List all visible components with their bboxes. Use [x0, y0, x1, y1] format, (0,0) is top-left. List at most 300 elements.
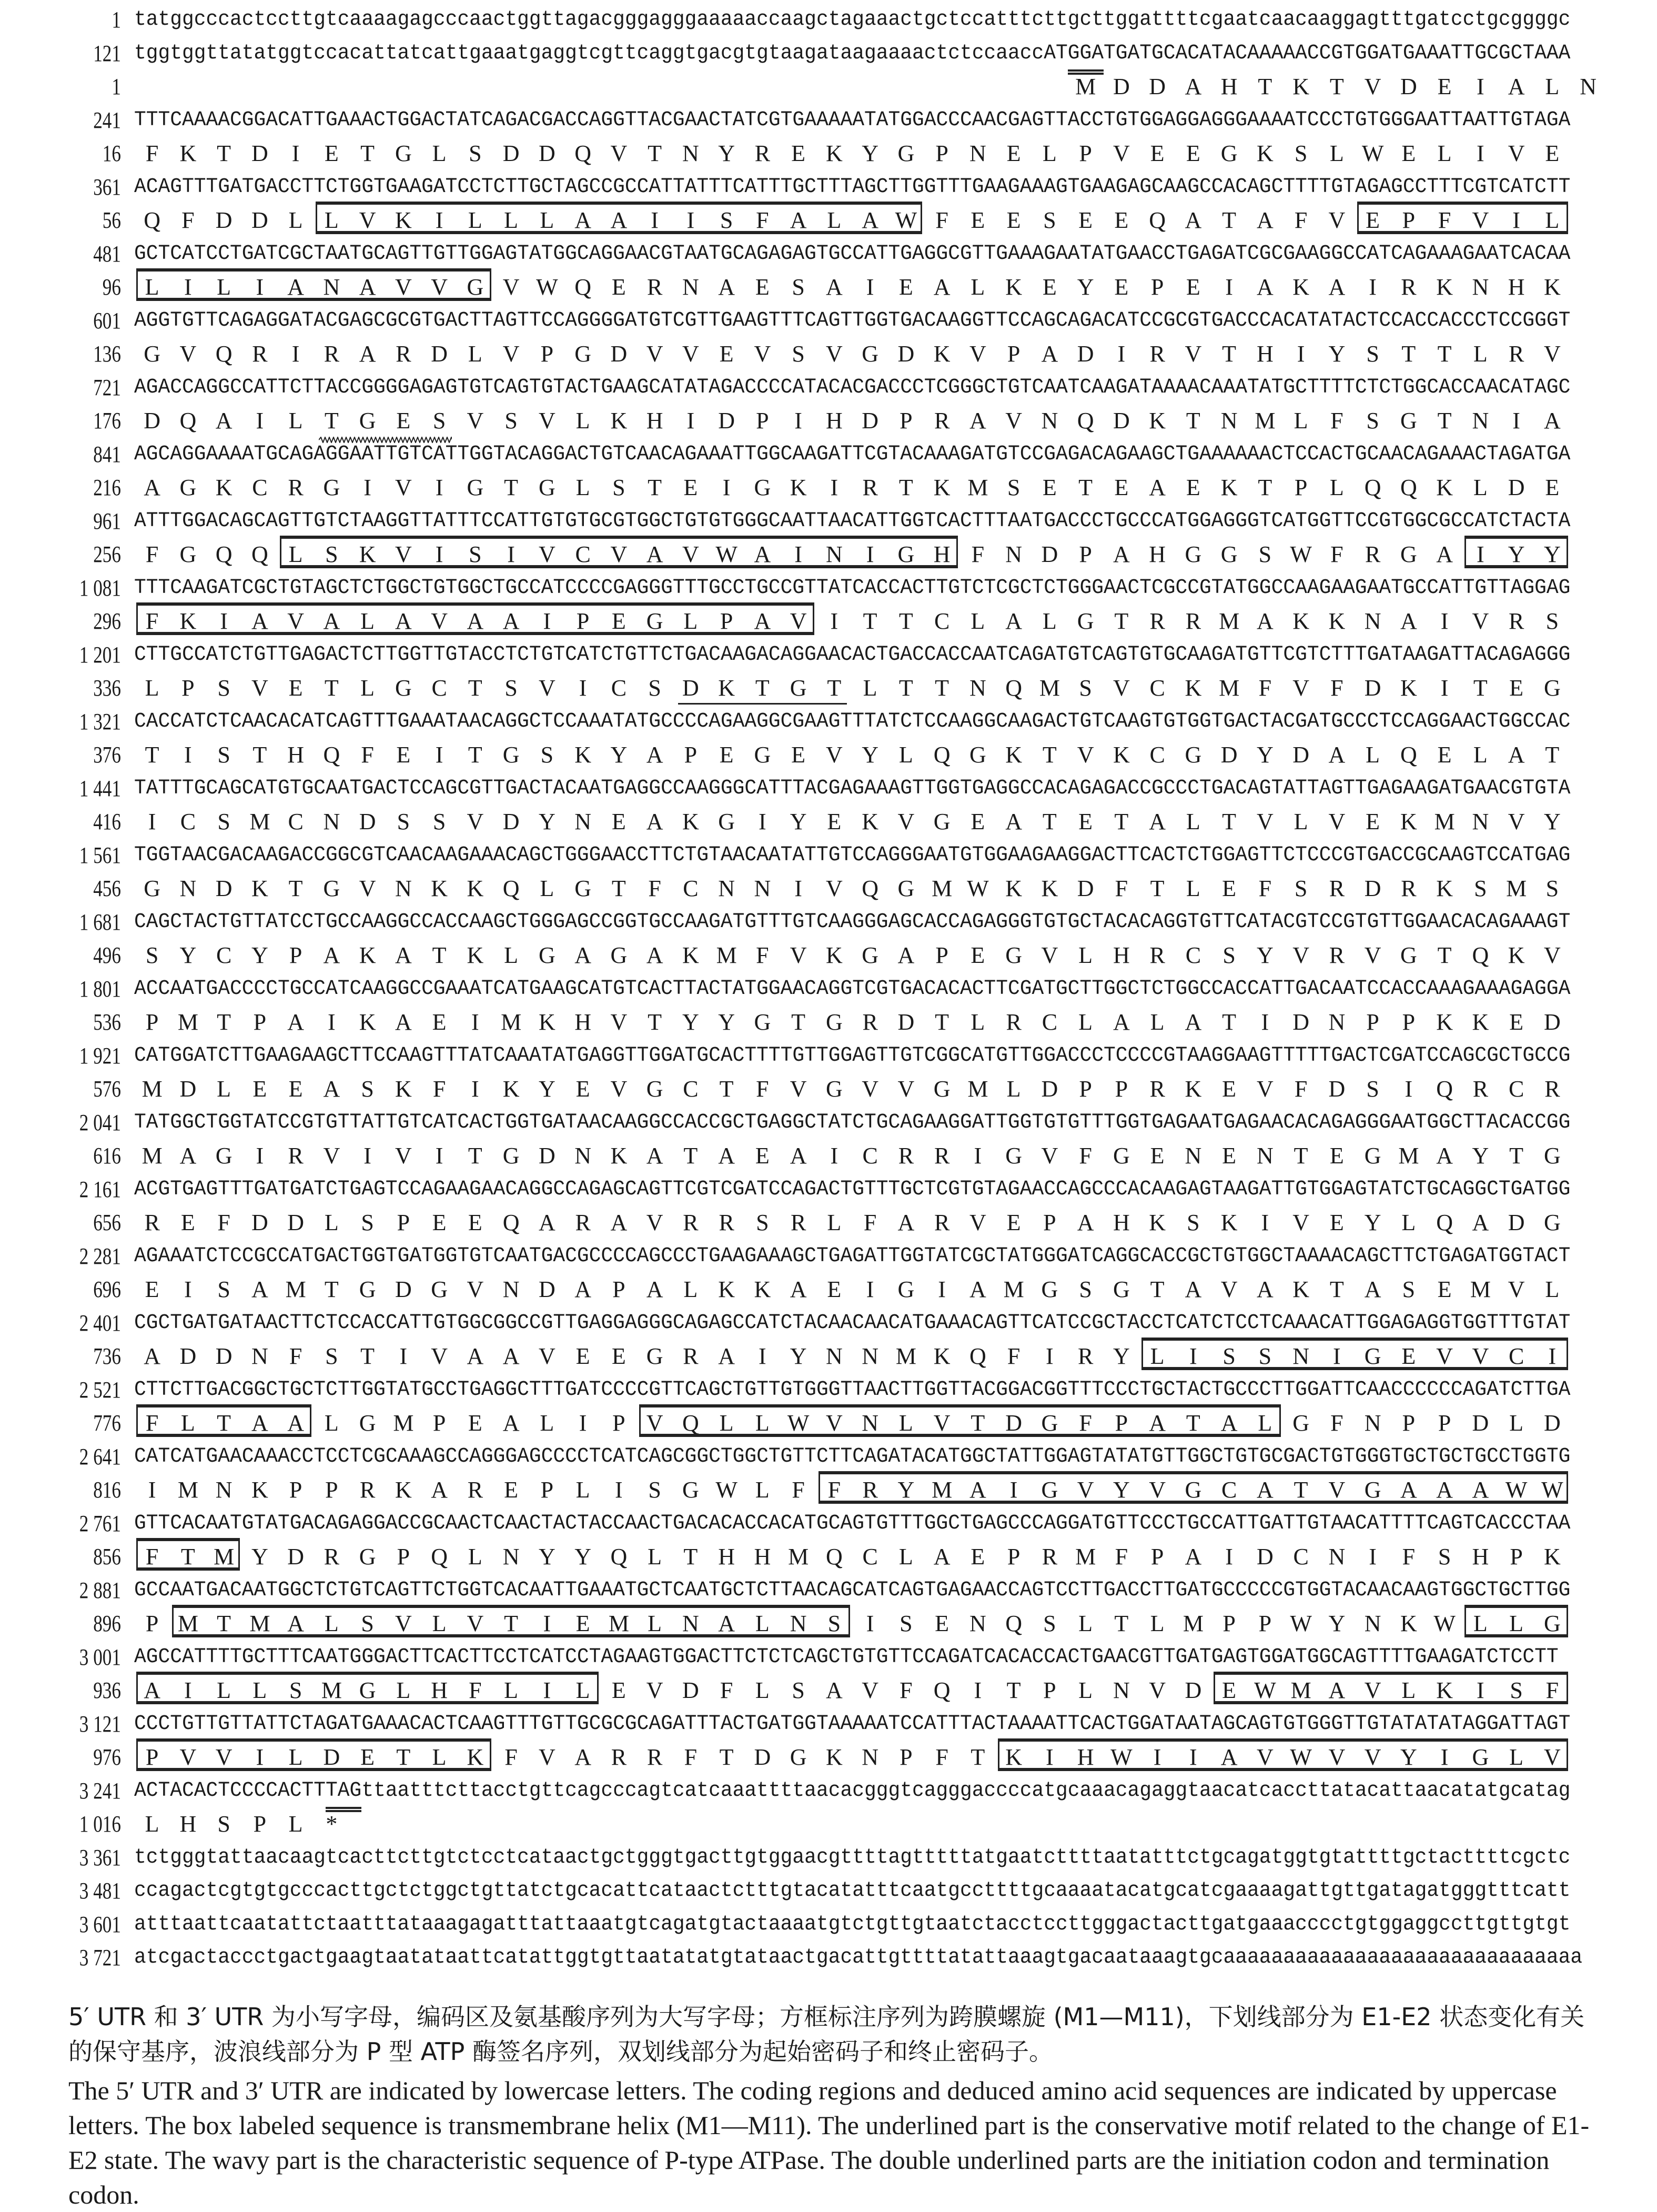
amino-acid: T	[935, 675, 949, 701]
amino-acid: S	[1366, 408, 1379, 434]
amino-acid: F	[684, 1744, 698, 1770]
amino-acid: L	[288, 541, 303, 567]
nucleotide-sequence: GCTCATCCTGATCGCTAATGCAGTTGTTGGAGTATGGCAGGAACGTAATGCAGAGAGTGCCATTGAGGCGTTGAAAGAATATGAACCTGAGATCGCGAAGGCCATCAGAAAGAATCACAA	[134, 242, 1571, 266]
amino-acid: Y	[538, 1076, 555, 1102]
amino-acid: E	[1545, 140, 1560, 166]
amino-acid: E	[1222, 876, 1237, 901]
amino-acid: V	[179, 1744, 197, 1770]
amino-acid: R	[1149, 608, 1165, 634]
amino-acid: P	[1222, 1611, 1236, 1636]
amino-acid: A	[502, 1410, 520, 1436]
amino-acid: N	[790, 1611, 807, 1636]
amino-acid: K	[395, 1076, 412, 1102]
amino-acid: Q	[969, 1343, 986, 1369]
amino-acid: S	[361, 1611, 374, 1636]
amino-acid: S	[792, 341, 805, 367]
amino-acid: A	[610, 207, 628, 233]
amino-acid: M	[932, 1477, 953, 1503]
amino-acid: S	[217, 1811, 230, 1837]
amino-acid: S	[612, 475, 625, 500]
amino-acid: I	[974, 1143, 982, 1169]
amino-acid: K	[1436, 1009, 1453, 1035]
amino-acid: I	[543, 1677, 551, 1703]
nucleotide-sequence: CTTCTTGACGGCTGCTCTTGGTATGCCTGAGGCTTTGATCCCCGTTCAGCTGTTGTGGGTTAACTTGGTTACGGACGGTTTCCCTGCTACTGCCCTTGGATTCAACCCCCCAGATCTTGA	[134, 1378, 1571, 1402]
amino-acid: V	[897, 1076, 915, 1102]
amino-acid: F	[900, 1677, 913, 1703]
amino-acid: G	[1041, 1410, 1058, 1436]
amino-acid: E	[1437, 74, 1452, 99]
amino-acid: L	[755, 1410, 770, 1436]
caption-english: The 5′ UTR and 3′ UTR are indicated by lowercase letters. The coding regions and deduced amino acid sequences are indicated by uppercase letters. The box labeled sequence is transmembrane helix (M1—M11). The underlined part is the conservative motif related to the change of E1-E2 state. The wavy part is the characteristic sequence of P-type ATPase. The double underlined parts are the initiation codon and termination codon.	[68, 2076, 1590, 2209]
position-number: 96	[102, 274, 121, 300]
amino-acid: P	[1510, 1544, 1523, 1570]
amino-acid: A	[1185, 207, 1202, 233]
amino-acid: R	[1401, 274, 1417, 300]
position-number: 1 016	[79, 1811, 121, 1837]
position-number: 616	[93, 1143, 121, 1169]
amino-acid: N	[502, 1276, 520, 1302]
amino-acid: L	[1545, 207, 1560, 233]
amino-acid-row	[0, 1274, 1657, 1305]
amino-acid: K	[825, 140, 843, 166]
amino-acid: N	[323, 809, 340, 834]
amino-acid: E	[1366, 809, 1380, 834]
amino-acid: F	[1007, 1343, 1021, 1369]
amino-acid: V	[287, 608, 305, 634]
amino-acid: S	[289, 1677, 302, 1703]
amino-acid-sequence	[134, 606, 1570, 637]
amino-acid: I	[1440, 675, 1449, 701]
nucleotide-sequence: CATCATGAACAAACCTCCTCGCAAAGCCAGGGAGCCCCTCATCAGCGGCTGGCTGTTCTTCAGATACATGGCTATTGGAGTATATGTTGGCTGTGCGACTGTGGGTGCTGCTGCCTGGTG	[134, 1444, 1571, 1469]
amino-acid: Q	[1436, 1210, 1453, 1235]
amino-acid: D	[682, 675, 699, 701]
amino-acid: G	[359, 408, 376, 434]
amino-acid: I	[1440, 1744, 1449, 1770]
amino-acid: K	[251, 1477, 268, 1503]
amino-acid: L	[288, 1744, 303, 1770]
nucleotide-row	[0, 773, 1657, 805]
amino-acid-sequence	[134, 1675, 1570, 1706]
amino-acid: I	[148, 809, 156, 834]
amino-acid: Q	[144, 207, 161, 233]
amino-acid: L	[755, 1477, 770, 1503]
amino-acid: I	[1046, 1744, 1054, 1770]
amino-acid: M	[1003, 1276, 1024, 1302]
amino-acid: S	[361, 1076, 374, 1102]
amino-acid: E	[1006, 207, 1021, 233]
amino-acid: D	[538, 1143, 555, 1169]
amino-acid: I	[543, 608, 551, 634]
amino-acid: C	[575, 541, 591, 567]
amino-acid: P	[145, 1009, 159, 1035]
amino-acid: G	[610, 942, 628, 968]
amino-acid: N	[1220, 408, 1238, 434]
amino-acid: M	[321, 1677, 342, 1703]
amino-acid: M	[249, 809, 270, 834]
amino-acid: M	[1039, 675, 1060, 701]
amino-acid: C	[862, 1544, 878, 1570]
amino-acid: K	[467, 942, 484, 968]
caption-chinese: 5′ UTR 和 3′ UTR 为小写字母，编码区及氨基酸序列为大写字母；方框标注序列为跨膜螺旋 (M1—M11)，下划线部分为 E1-E2 状态变化有关的保守基序，波浪线部分为 P 型 ATP 酶签名序列，双划线部分为起始密码子和终止密码子。	[68, 2003, 1585, 2066]
amino-acid: Y	[1543, 809, 1561, 834]
nucleotide-sequence: TATGGCTGGTATCCGTGTTATTGTCATCACTGGTGATAACAAGGCCACCGCTGAGGCTATCTGCAGAAGGATTGGTGTGTTTGGTGAGAATGAGAACACAGAGGGAATGGCTTACACCGG	[134, 1110, 1571, 1134]
amino-acid: P	[540, 1477, 554, 1503]
amino-acid: N	[1328, 1009, 1346, 1035]
amino-acid: D	[1113, 74, 1130, 99]
amino-acid: I	[291, 140, 300, 166]
amino-acid: V	[1220, 1276, 1238, 1302]
amino-acid: G	[1543, 675, 1561, 701]
amino-acid: I	[579, 675, 587, 701]
amino-acid: P	[1115, 1410, 1128, 1436]
amino-acid: Y	[790, 809, 807, 834]
amino-acid: E	[1222, 1076, 1237, 1102]
amino-acid: R	[1149, 1076, 1165, 1102]
amino-acid: R	[862, 475, 878, 500]
amino-acid: T	[683, 1544, 698, 1570]
amino-acid: A	[215, 408, 233, 434]
amino-acid: N	[1364, 608, 1381, 634]
nucleotide-sequence: TTTCAAGATCGCTGTAGCTCTGGCTGTGGCTGCCATCCCCGAGGGTTTGCCTGCCGTTATCACCACTTGTCTCGCTCTGGGAACTCGCCGTATGGCCAAGAAGAATGCCATTGTTAGGAG	[134, 576, 1571, 600]
amino-acid: T	[324, 675, 339, 701]
amino-acid: T	[504, 1611, 519, 1636]
amino-acid: A	[1005, 608, 1023, 634]
amino-acid: G	[1220, 140, 1238, 166]
amino-acid: F	[756, 1076, 769, 1102]
amino-acid: S	[504, 675, 518, 701]
amino-acid: M	[501, 1009, 522, 1035]
amino-acid: V	[395, 1611, 412, 1636]
amino-acid: F	[971, 541, 985, 567]
amino-acid: S	[1438, 1544, 1451, 1570]
amino-acid: R	[1149, 942, 1165, 968]
amino-acid: L	[1078, 1677, 1093, 1703]
amino-acid: K	[1543, 274, 1561, 300]
amino-acid: R	[324, 341, 340, 367]
amino-acid: G	[359, 1276, 376, 1302]
amino-acid: N	[323, 274, 340, 300]
amino-acid: A	[1472, 1477, 1489, 1503]
amino-acid-sequence	[134, 272, 1570, 303]
amino-acid: G	[1472, 1744, 1489, 1770]
amino-acid: Q	[933, 742, 951, 768]
amino-acid: L	[575, 1477, 590, 1503]
amino-acid: P	[1402, 207, 1416, 233]
amino-acid: A	[718, 274, 735, 300]
amino-acid: C	[1508, 1076, 1524, 1102]
amino-acid: G	[897, 1276, 915, 1302]
amino-acid: S	[325, 1343, 338, 1369]
amino-acid-row	[0, 1608, 1657, 1640]
amino-acid: V	[323, 1143, 340, 1169]
amino-acid: A	[287, 274, 305, 300]
amino-acid: E	[1114, 475, 1129, 500]
position-number: 496	[93, 942, 121, 968]
position-number: 1 441	[79, 775, 121, 801]
amino-acid: N	[718, 876, 735, 901]
amino-acid: K	[1292, 608, 1310, 634]
amino-acid: T	[719, 1076, 734, 1102]
amino-acid: G	[502, 742, 520, 768]
amino-acid: D	[251, 140, 268, 166]
amino-acid: N	[862, 1343, 879, 1369]
amino-acid: T	[217, 140, 231, 166]
amino-acid: P	[612, 1410, 625, 1436]
amino-acid: V	[1472, 207, 1489, 233]
amino-acid: L	[360, 675, 375, 701]
nucleotide-sequence: CATGGATCTTGAAGAAGCTTCCAAGTTTATCAAATATGAGGTTGGATGCACTTTTGTTGGAGTTGTCGGCATGTTGGACCCTCCCCGTAAGGAAGTTTTTGACTCGATCCAGCGCTGCCG	[134, 1043, 1571, 1068]
amino-acid: S	[1402, 1276, 1416, 1302]
amino-acid: M	[932, 876, 953, 901]
amino-acid: L	[288, 1811, 303, 1837]
position-number: 456	[93, 876, 121, 901]
amino-acid: G	[1543, 1210, 1561, 1235]
amino-acid: R	[898, 1143, 914, 1169]
amino-acid-sequence	[134, 205, 1570, 236]
position-number: 3 001	[79, 1644, 121, 1670]
position-number: 976	[93, 1744, 121, 1770]
amino-acid: N	[682, 274, 699, 300]
amino-acid: D	[1508, 475, 1525, 500]
position-number: 841	[93, 441, 121, 467]
amino-acid: V	[431, 274, 448, 300]
nucleotide-row	[0, 1909, 1657, 1940]
amino-acid: V	[646, 1210, 663, 1235]
amino-acid: I	[256, 1744, 264, 1770]
amino-acid: T	[432, 942, 447, 968]
amino-acid-sequence	[134, 1207, 1570, 1239]
amino-acid: A	[862, 207, 879, 233]
amino-acid: E	[1078, 207, 1093, 233]
amino-acid: Y	[574, 1544, 592, 1570]
amino-acid: Q	[825, 1544, 843, 1570]
amino-acid: C	[1185, 942, 1201, 968]
amino-acid: E	[1366, 207, 1380, 233]
position-number: 2 281	[79, 1243, 121, 1269]
amino-acid: V	[1436, 1343, 1453, 1369]
amino-acid: T	[1437, 408, 1452, 434]
amino-acid: S	[1366, 1076, 1379, 1102]
amino-acid: M	[177, 1611, 198, 1636]
amino-acid-sequence	[134, 1007, 1570, 1038]
amino-acid: T	[863, 608, 877, 634]
amino-acid: T	[1509, 1143, 1524, 1169]
amino-acid: E	[719, 341, 734, 367]
amino-acid: I	[435, 541, 443, 567]
transmembrane-helix-box	[136, 268, 491, 301]
amino-acid: V	[467, 809, 484, 834]
amino-acid: G	[323, 876, 340, 901]
amino-acid: K	[933, 1343, 951, 1369]
amino-acid: G	[1185, 742, 1202, 768]
amino-acid: V	[395, 541, 412, 567]
amino-acid: K	[1400, 809, 1417, 834]
amino-acid: Y	[251, 1544, 268, 1570]
amino-acid: G	[1543, 1611, 1561, 1636]
amino-acid: L	[540, 207, 554, 233]
amino-acid: G	[897, 876, 915, 901]
amino-acid: L	[1509, 1611, 1524, 1636]
amino-acid-sequence	[134, 539, 1570, 570]
amino-acid: E	[1006, 1210, 1021, 1235]
amino-acid: V	[431, 1343, 448, 1369]
amino-acid: V	[790, 1076, 807, 1102]
amino-acid: D	[179, 1343, 197, 1369]
amino-acid: H	[933, 541, 951, 567]
amino-acid-row	[0, 1341, 1657, 1372]
amino-acid: G	[790, 1744, 807, 1770]
amino-acid-sequence	[134, 1541, 1570, 1573]
amino-acid: S	[217, 675, 230, 701]
amino-acid: L	[1545, 1276, 1560, 1302]
amino-acid: K	[395, 1477, 412, 1503]
amino-acid: C	[216, 942, 232, 968]
nucleotide-row	[0, 238, 1657, 270]
amino-acid: I	[1225, 274, 1233, 300]
amino-acid: E	[971, 809, 985, 834]
amino-acid: V	[502, 341, 520, 367]
nucleotide-sequence: ACTACACTCCCCACTTTAGttaatttcttacctgttcagcccagtcatcaaattttaacacgggtcagggaccccatgcaaacagaggtaacatcaccttatacattaacatatgcatag	[134, 1778, 1571, 1803]
amino-acid: M	[249, 1611, 270, 1636]
amino-acid-sequence	[134, 1742, 1570, 1773]
amino-acid: N	[1580, 74, 1597, 99]
nucleotide-row	[0, 1107, 1657, 1139]
amino-acid: C	[1293, 1544, 1309, 1570]
amino-acid: I	[1297, 341, 1305, 367]
amino-acid: A	[395, 1009, 412, 1035]
amino-acid: D	[1328, 1076, 1346, 1102]
amino-acid: E	[504, 1477, 519, 1503]
amino-acid: Y	[1328, 341, 1346, 367]
position-number: 256	[93, 541, 121, 567]
amino-acid: D	[682, 1677, 699, 1703]
amino-acid: K	[359, 541, 376, 567]
amino-acid: V	[1543, 1744, 1561, 1770]
amino-acid: M	[1075, 1544, 1096, 1570]
amino-acid: D	[1292, 742, 1310, 768]
amino-acid: R	[683, 1210, 699, 1235]
amino-acid: V	[1292, 942, 1310, 968]
nucleotide-row	[0, 1942, 1657, 1974]
nucleotide-sequence: atttaattcaatattctaatttataaagagatttattaaatgtcagatgtactaaaatgtctgttgtaatctacctccttgggactacttgatgaaacccctgtggaggccttgttgtgt	[134, 1912, 1571, 1936]
amino-acid-row	[0, 205, 1657, 236]
amino-acid: P	[1366, 1009, 1379, 1035]
amino-acid: V	[1113, 675, 1130, 701]
amino-acid: K	[1328, 608, 1346, 634]
amino-acid: D	[1077, 876, 1094, 901]
amino-acid: A	[969, 408, 986, 434]
amino-acid: H	[1149, 541, 1166, 567]
amino-acid: V	[1472, 608, 1489, 634]
amino-acid: D	[251, 207, 268, 233]
amino-acid: V	[1328, 1477, 1346, 1503]
amino-acid: I	[651, 207, 659, 233]
amino-acid: Y	[1543, 541, 1561, 567]
amino-acid: F	[217, 1210, 230, 1235]
amino-acid: I	[866, 541, 874, 567]
amino-acid: S	[1222, 1343, 1236, 1369]
amino-acid: F	[145, 140, 159, 166]
amino-acid: T	[1042, 809, 1057, 834]
amino-acid: L	[683, 1276, 698, 1302]
amino-acid: G	[897, 541, 915, 567]
amino-acid: E	[468, 1410, 482, 1436]
amino-acid: A	[1113, 541, 1130, 567]
amino-acid: R	[144, 1210, 160, 1235]
amino-acid: A	[754, 608, 771, 634]
amino-acid: S	[1294, 140, 1308, 166]
nucleotide-row	[0, 1842, 1657, 1874]
amino-acid: T	[1114, 608, 1129, 634]
amino-acid: C	[683, 876, 699, 901]
amino-acid: H	[1077, 1744, 1094, 1770]
amino-acid: K	[538, 1009, 555, 1035]
amino-acid: L	[971, 274, 985, 300]
amino-acid: A	[718, 1611, 735, 1636]
amino-acid-row	[0, 1073, 1657, 1105]
amino-acid: T	[1545, 742, 1560, 768]
amino-acid: N	[574, 1143, 592, 1169]
amino-acid-row	[0, 272, 1657, 303]
amino-acid: L	[432, 1611, 447, 1636]
amino-acid: A	[610, 1210, 628, 1235]
amino-acid: Q	[1400, 742, 1417, 768]
amino-acid: I	[435, 742, 443, 768]
amino-acid: A	[395, 608, 412, 634]
amino-acid: P	[181, 675, 195, 701]
amino-acid: G	[754, 475, 771, 500]
amino-acid: Q	[215, 541, 233, 567]
amino-acid: Y	[1400, 1744, 1417, 1770]
amino-acid: R	[1042, 1544, 1058, 1570]
amino-acid: Q	[1077, 408, 1094, 434]
amino-acid: Y	[862, 140, 879, 166]
amino-acid-sequence	[134, 1407, 1570, 1439]
amino-acid: A	[646, 1276, 663, 1302]
amino-acid: S	[900, 1611, 913, 1636]
amino-acid: L	[145, 1811, 159, 1837]
amino-acid: S	[1258, 541, 1272, 567]
amino-acid: P	[720, 608, 733, 634]
amino-acid: T	[1258, 475, 1272, 500]
amino-acid: E	[755, 274, 770, 300]
amino-acid: S	[469, 541, 482, 567]
amino-acid: W	[1361, 140, 1384, 166]
amino-acid: T	[1222, 207, 1237, 233]
amino-acid: V	[1364, 74, 1381, 99]
amino-acid: V	[431, 608, 448, 634]
amino-acid: L	[540, 876, 554, 901]
amino-acid: V	[1364, 942, 1381, 968]
amino-acid: S	[648, 1477, 661, 1503]
amino-acid: R	[1544, 1076, 1560, 1102]
amino-acid: Y	[718, 140, 735, 166]
amino-acid: G	[1400, 408, 1417, 434]
amino-acid: Y	[1508, 541, 1525, 567]
amino-acid: E	[575, 1343, 590, 1369]
amino-acid: T	[288, 876, 303, 901]
amino-acid: V	[538, 1744, 555, 1770]
amino-acid: D	[431, 341, 448, 367]
amino-acid: V	[359, 876, 376, 901]
amino-acid: Q	[502, 1210, 520, 1235]
amino-acid: F	[827, 1477, 841, 1503]
amino-acid: G	[395, 140, 412, 166]
amino-acid: Q	[1005, 1611, 1023, 1636]
amino-acid: E	[827, 1276, 842, 1302]
position-number: 2 761	[79, 1510, 121, 1536]
amino-acid: R	[611, 1744, 627, 1770]
